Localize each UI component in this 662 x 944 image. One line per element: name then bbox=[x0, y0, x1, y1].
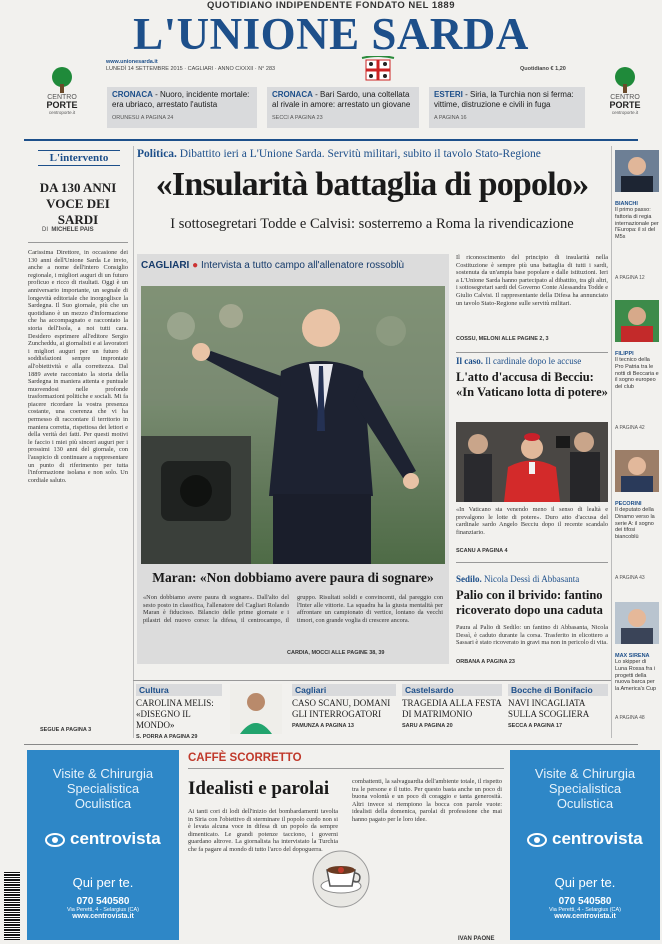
cagliari-body: «Non dobbiamo avere paura di sognare». Dall'alto del sesto posto in classifica, l'allenatore del Cagliari Rolando Maran è fiducioso. Bilancio delle prime giornate e i pilastri del nuovo corso: la difesa, il centrocampo, il gruppo. Risultati solidi e convincenti, dal pareggio con l'Inter alle vittorie. La squadra ha la giusta mentalità per affrontare un campionato di vertice, lontano da vecchi timori, con grande voglia di crescere ancora. bbox=[143, 594, 443, 624]
caffe-rubric: CAFFÈ SCORRETTO bbox=[188, 752, 302, 764]
right-item-text: Il deputato della Dinamo verso la serie A: il sogno dei tifosi biancoblù bbox=[615, 507, 655, 541]
sedilo-kicker-text: Nicola Dessì di Abbasanta bbox=[481, 574, 580, 584]
sedilo-body: Paura al Palio di Sedilo: un fantino di Abbasanta, Nicola Dessì, è caduto durante la corsa. Trasferito in elicottero a Sassari è stato ricoverato in gravi ma non in pericolo di vita. bbox=[456, 624, 608, 647]
caffe-author: IVAN PAONE bbox=[458, 936, 495, 942]
maran-photo bbox=[141, 286, 445, 564]
carolina-melis-image bbox=[230, 684, 282, 734]
ad-phone: 070 540580 bbox=[558, 896, 612, 907]
strip-foot: S. PORRA A PAGINA 29 bbox=[136, 734, 198, 740]
right-item-foot: A PAGINA 12 bbox=[615, 275, 645, 281]
portrait-image bbox=[615, 300, 659, 342]
ad-line: Specialistica bbox=[66, 781, 140, 796]
right-item-bianchi[interactable] bbox=[615, 150, 659, 281]
moor-head-flag-icon bbox=[360, 56, 396, 84]
sedilo-kicker-label: Sedilo. bbox=[456, 574, 482, 584]
left-column-divider bbox=[133, 146, 134, 738]
top-tagline: QUOTIDIANO INDIPENDENTE FONDATO NEL 1889 bbox=[206, 0, 456, 11]
right-item-name: FILIPPI bbox=[615, 351, 634, 357]
centro-porte-line1: CENTRO bbox=[610, 94, 640, 101]
right-item-pecorini[interactable] bbox=[615, 450, 659, 581]
ad-brand-name: centrovista bbox=[552, 829, 643, 848]
becciu-kicker bbox=[456, 356, 608, 366]
politics-subhead: I sottosegretari Todde e Calvisi: sosterremo a Roma la rivendicazione bbox=[170, 216, 574, 232]
website-url[interactable]: www.unionesarda.it bbox=[106, 59, 158, 65]
ad-web: www.centrovista.it bbox=[554, 913, 616, 920]
cagliari-headline[interactable]: Maran: «Non dobbiamo avere paura di sognare» bbox=[152, 570, 434, 585]
ad-brand bbox=[510, 829, 660, 849]
becciu-rule bbox=[456, 562, 608, 563]
sedilo-headline[interactable]: Palio con il brivido: fantino ricoverato dopo una caduta bbox=[456, 588, 603, 617]
editorial-continue-link[interactable]: SEGUE A PAGINA 3 bbox=[40, 727, 92, 733]
teaser-foot: ORUNESU A PAGINA 24 bbox=[112, 115, 174, 121]
teaser-section: CRONACA bbox=[272, 90, 313, 99]
right-item-filippi[interactable] bbox=[615, 300, 659, 431]
barcode bbox=[4, 872, 20, 940]
centro-porte-line2: PORTE bbox=[46, 100, 78, 110]
cagliari-label: CAGLIARI bbox=[141, 260, 190, 271]
ad-address: Via Peretti, 4 - Selargius (CA) bbox=[548, 907, 622, 913]
politics-rule bbox=[456, 352, 608, 353]
teaser-text: - Nuoro, incidente mortale: era ubriaco, arrestato l'autista bbox=[112, 90, 250, 109]
coffee-cup-icon bbox=[312, 850, 370, 908]
portrait-image bbox=[615, 150, 659, 192]
right-item-foot: A PAGINA 48 bbox=[615, 715, 645, 721]
right-item-name: PECORINI bbox=[615, 501, 642, 507]
cagliari-feature[interactable] bbox=[137, 254, 449, 664]
centrovista-ad-right[interactable] bbox=[510, 750, 660, 940]
politics-headline[interactable]: «Insularità battaglia di popolo» bbox=[155, 166, 589, 203]
tree-icon bbox=[610, 66, 640, 94]
becciu-headline[interactable]: L'atto d'accusa di Becciu: «In Vaticano lotta di potere» bbox=[456, 370, 608, 399]
ad-line: Visite & Chirurgia bbox=[52, 766, 154, 781]
sedilo-continue-link[interactable]: ORBANA A PAGINA 23 bbox=[456, 659, 515, 665]
becciu-photo bbox=[456, 422, 608, 502]
price: Quotidiano € 1,20 bbox=[520, 66, 566, 72]
byline-prefix: DI bbox=[42, 227, 48, 233]
ad-cta: Qui per te. bbox=[554, 875, 616, 890]
teaser-foot: A PAGINA 16 bbox=[434, 115, 467, 121]
bottom-strip-rule bbox=[133, 680, 611, 681]
masthead-logo bbox=[360, 56, 396, 84]
caffe-body-right: combattenti, la salvaguardia dell'ambiente totale, il rispetto tra le persone e il tutto. Per questo basta anche un poco di buona volontà e un poco di coraggio e tanta generosità. Altri invece si riempiono la bocca con parole vuote: idealisti della domenica, parolai di professione che mai hanno pagato per le loro idee. bbox=[352, 778, 502, 823]
becciu-kicker-label: Il caso. bbox=[456, 356, 483, 366]
centro-porte-logo-left[interactable] bbox=[40, 66, 84, 115]
right-item-text: Lo skipper di Luna Rossa fra i progetti della nuova barca per la America's Cup bbox=[615, 659, 657, 693]
strip-section: Castelsardo bbox=[402, 684, 502, 696]
teaser-cronaca-nuoro[interactable] bbox=[107, 87, 257, 128]
strip-bocche[interactable] bbox=[508, 684, 608, 738]
centro-porte-line2: PORTE bbox=[609, 100, 641, 110]
editorial-body: Carissima Direttore, in occasione dei 130 anni dell'Unione Sarda Le invio, anche a nome dell'intero Consiglio regionale, i migliori auguri di un futuro proficuo e ricco di risultati. Oggi è un anniversario importante, un segnale di longevità editoriale che inorgoglisce la Sardegna. Il Suo giornale, più che un quotidiano è un mezzo d'informazione che ha accompagnato e raccontato la storia dell'Isola, a noi tutti cara. Desidero esprimere all'editore Sergio Zuncheddu, ai giornalisti e ai lavoratori i migliori auguri per un futuro di soddisfazioni sempre improntate all'obiettività e alla correttezza. Dal 1889 avete raccontato la storia della Sardegna in maniera attenta e puntuale muovendosi nelle profonde trasformazioni politiche e sociali. Mi fa piacere ricordare la vostra presenza costante, una coerenza che vi ha permesso di raccontare il territorio in maniera corretta, rispettosa dei lettori e della verità dei fatti. Per questi motivi le faccio i miei più sinceri auguri per i prossimi 130 anni del giornale, con l'auspicio di continuare a rappresentare un punto di riferimento per tutta l'informazione isolana e non solo. Un cordiale saluto. bbox=[28, 249, 128, 484]
strip-title: NAVI INCAGLIATA SULLA SCOGLIERA bbox=[508, 698, 590, 719]
strip-foot: SARU A PAGINA 20 bbox=[402, 723, 453, 729]
masthead-title[interactable]: L'UNIONE SARDA bbox=[133, 9, 529, 59]
politics-continue-link[interactable]: COSSU, MELONI ALLE PAGINE 2, 3 bbox=[456, 336, 549, 342]
becciu-kicker-text: Il cardinale dopo le accuse bbox=[483, 356, 582, 366]
cardinal-image bbox=[456, 422, 608, 502]
ad-line: Oculistica bbox=[556, 796, 614, 811]
strip-section: Cagliari bbox=[292, 684, 396, 696]
right-column-divider bbox=[611, 146, 612, 738]
teaser-section: CRONACA bbox=[112, 90, 153, 99]
caffe-headline[interactable]: Idealisti e parolai bbox=[188, 778, 330, 799]
politics-kicker-text: Dibattito ieri a L'Unione Sarda. Servitù militari, subito il tavolo Stato-Regione bbox=[176, 148, 541, 160]
editorial-kicker: L'intervento bbox=[38, 150, 120, 166]
becciu-body: «In Vaticano sta venendo meno il senso di lealtà e prevalgono le lotte di potere». Duro atto d'accusa del cardinale sardo Angelo Becciu dopo il recente scandalo finanziario. bbox=[456, 506, 608, 536]
centro-porte-url: centroporte.it bbox=[611, 110, 639, 115]
teaser-section: ESTERI bbox=[434, 90, 463, 99]
right-item-foot: A PAGINA 42 bbox=[615, 425, 645, 431]
eye-logo-icon bbox=[45, 832, 65, 848]
right-item-name: BIANCHI bbox=[615, 201, 638, 207]
ad-line: Oculistica bbox=[74, 796, 132, 811]
politics-kicker-label: Politica. bbox=[137, 148, 177, 160]
strip-foot: SECCA A PAGINA 17 bbox=[508, 723, 563, 729]
teaser-esteri-siria[interactable] bbox=[429, 87, 585, 128]
eye-logo-icon bbox=[527, 832, 547, 848]
editorial-rule bbox=[28, 242, 128, 243]
centro-porte-logo-right[interactable] bbox=[603, 66, 647, 115]
politics-body: Il riconoscimento del principio di insularità nella Costituzione è sempre più una battaglia di tutti i sardi, sostenuta da un'ampia base popolare e dalle istituzioni. Ieri a L'Unione Sarda hanno partecipato al dibattito, tra gli altri, i sottosegretari sardi del Governo Conte Alessandra Todde e Giulio Calvisi. Il rappresentante della Difesa ha annunciato un tavolo Stato-Regione sulle servitù militari. bbox=[456, 254, 608, 307]
right-item-foot: A PAGINA 43 bbox=[615, 575, 645, 581]
cagliari-continue-link[interactable]: CARDIA, MOCCI ALLE PAGINE 38, 39 bbox=[287, 650, 385, 656]
coffee-cup-illustration bbox=[312, 850, 370, 908]
cagliari-kicker-text: Intervista a tutto campo all'allenatore rossoblù bbox=[200, 260, 405, 271]
editorial-byline bbox=[42, 227, 122, 233]
masthead-divider bbox=[24, 139, 638, 141]
ad-brand bbox=[27, 829, 179, 849]
strip-title: CASO SCANU, DOMANI GLI INTERROGATORI bbox=[292, 698, 391, 719]
centrovista-ad-left[interactable] bbox=[27, 750, 179, 940]
footer-divider bbox=[24, 744, 638, 745]
ad-line: Specialistica bbox=[548, 781, 622, 796]
portrait-image bbox=[615, 602, 659, 644]
centro-porte-url: centroporte.it bbox=[48, 110, 76, 115]
politics-kicker bbox=[137, 148, 607, 160]
tree-icon bbox=[47, 66, 77, 94]
byline-author: MICHELE PAIS bbox=[51, 227, 94, 233]
teaser-text: - Siria, la Turchia non si ferma: vittime, distruzione e civili in fuga bbox=[434, 90, 574, 109]
strip-section: Cultura bbox=[136, 684, 222, 696]
ad-line: Visite & Chirurgia bbox=[534, 766, 636, 781]
cagliari-kicker: CAGLIARI ● Intervista a tutto campo all'allenatore rossoblù bbox=[141, 260, 405, 271]
right-item-max-sirena[interactable] bbox=[615, 602, 659, 721]
right-item-text: Il primo passo: fattoria di regia internazionale per l'Europa: il sì del M5s bbox=[615, 207, 659, 241]
ad-web: www.centrovista.it bbox=[72, 913, 134, 920]
teaser-foot: SECCI A PAGINA 23 bbox=[272, 115, 323, 121]
strip-title: TRAGEDIA ALLA FESTA DI MATRIMONIO bbox=[402, 698, 502, 719]
ad-cta: Qui per te. bbox=[72, 875, 134, 890]
dateline: LUNEDÌ 14 SETTEMBRE 2015 · CAGLIARI · ANNO CXXXII · N° 283 bbox=[106, 66, 276, 72]
strip-cagliari[interactable] bbox=[292, 684, 396, 738]
editorial-title[interactable]: DA 130 ANNI VOCE DEI SARDI bbox=[39, 180, 117, 227]
teaser-text: - Bari Sardo, una coltellata al rivale in amore: arrestato un giovane bbox=[272, 90, 411, 109]
teaser-cronaca-bari-sardo[interactable] bbox=[267, 87, 419, 128]
strip-section: Bocche di Bonifacio bbox=[508, 684, 608, 696]
caffe-body-left: Ai tanti cori di lodi dell'inizio dei bombardamenti tavolta in Siria con l'obiettivo di sterminare il popolo curdo non si è levata alcuna voce in difesa di un popolo da sempre dimenticato. Le grandi potenze tacciono, i governi guardano altrove. La giornalista ha intervistato la Turchia che fa pagare al mondo di tutto l'arco del dopoguerra. bbox=[188, 808, 338, 853]
right-item-name: MAX SIRENA bbox=[615, 653, 650, 659]
ad-brand-name: centrovista bbox=[70, 829, 161, 848]
portrait-image bbox=[615, 450, 659, 492]
sedilo-kicker bbox=[456, 574, 608, 584]
becciu-continue-link[interactable]: SCANU A PAGINA 4 bbox=[456, 548, 508, 554]
strip-cultura[interactable] bbox=[136, 684, 284, 738]
centro-porte-line1: CENTRO bbox=[47, 94, 77, 101]
caffe-rule bbox=[188, 768, 504, 769]
strip-title: CAROLINA MELIS: «DISEGNO IL MONDO» bbox=[136, 698, 214, 730]
coach-gesturing-image bbox=[141, 286, 445, 564]
ad-address: Via Peretti, 4 - Selargius (CA) bbox=[66, 907, 140, 913]
right-item-text: Il tecnico della Pro Patria tra le notti di Beccaria e il sogno europeo del club bbox=[615, 357, 659, 391]
ad-phone: 070 540580 bbox=[76, 896, 130, 907]
strip-castelsardo[interactable] bbox=[402, 684, 502, 738]
strip-foot: PAMUNZA A PAGINA 13 bbox=[292, 723, 354, 729]
